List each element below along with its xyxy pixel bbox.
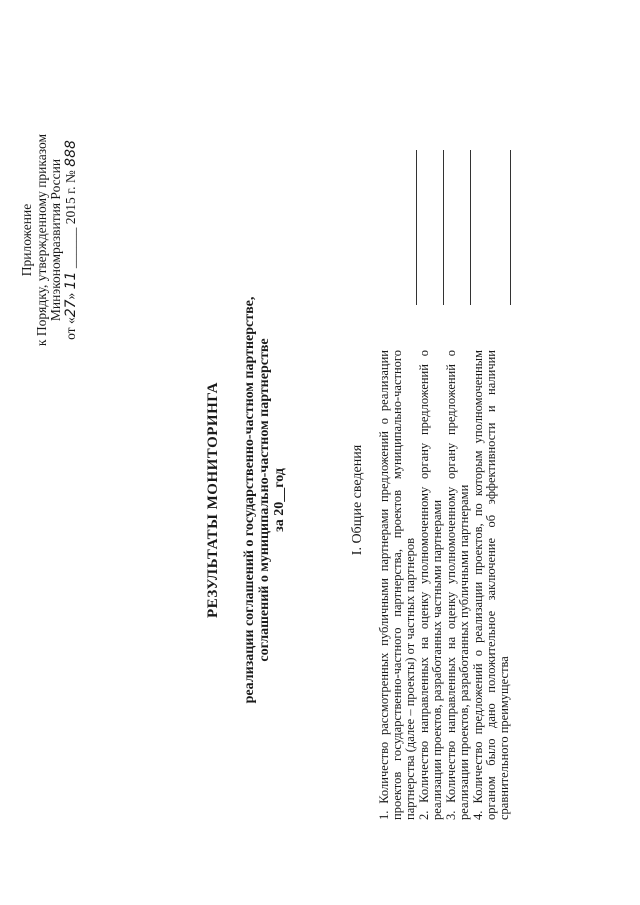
list-item [445,120,471,820]
date-sep: » [62,292,78,300]
document-subtitle-year: за 20__год [272,468,287,532]
date-year: 2015 г. № [62,170,78,225]
value-line [415,150,417,305]
list-item [418,120,444,820]
date-day: 27 [62,299,79,318]
appendix-order-line: к Порядку, утвержденному приказом [33,133,49,347]
appendix-title: Приложение [19,203,34,277]
value-line [442,150,444,305]
date-prefix: от « [62,317,78,340]
date-month: 11 [62,271,79,290]
appendix-block [20,90,78,390]
value-line [469,150,471,305]
items-list [378,120,512,820]
item-text: 3. Количество направленных на оценку уполномоченному органу предложений о реализации проектов, разработанных публичными партнерами [444,350,471,820]
document-subtitle-2: соглашений о муниципально-частном партнерстве [257,338,272,662]
list-item [378,120,417,820]
section-title: I. Общие сведения [350,444,365,556]
appendix-ministry-line: Минэкономразвития России [48,158,63,322]
document-subtitle-1: реализации соглашений о государственно-частном партнерстве, [242,296,257,704]
item-text: 4. Количество предложений о реализации проектов, по которым уполномоченным органом было дано положительное заключение об эффективности и наличии сравнительного преимущества [471,350,511,820]
appendix-date-line: от «27» 11 ______ 2015 г. № 888 [62,140,79,340]
value-line [509,150,511,305]
item-text: 2. Количество направленных на оценку уполномоченному органу предложений о реализации проектов, разработанных частными партнерами [417,350,444,820]
list-item [472,120,511,820]
item-text: 1. Количество рассмотренных публичными партнерами предложений о реализации проектов государственно-частного партнерства, проектов муниципально-частного партнерства (далее – проекты) от частных партнеров [377,350,417,820]
order-number: 888 [62,140,79,167]
document-title: РЕЗУЛЬТАТЫ МОНИТОРИНГА [205,381,221,619]
document-title-block [205,215,287,785]
